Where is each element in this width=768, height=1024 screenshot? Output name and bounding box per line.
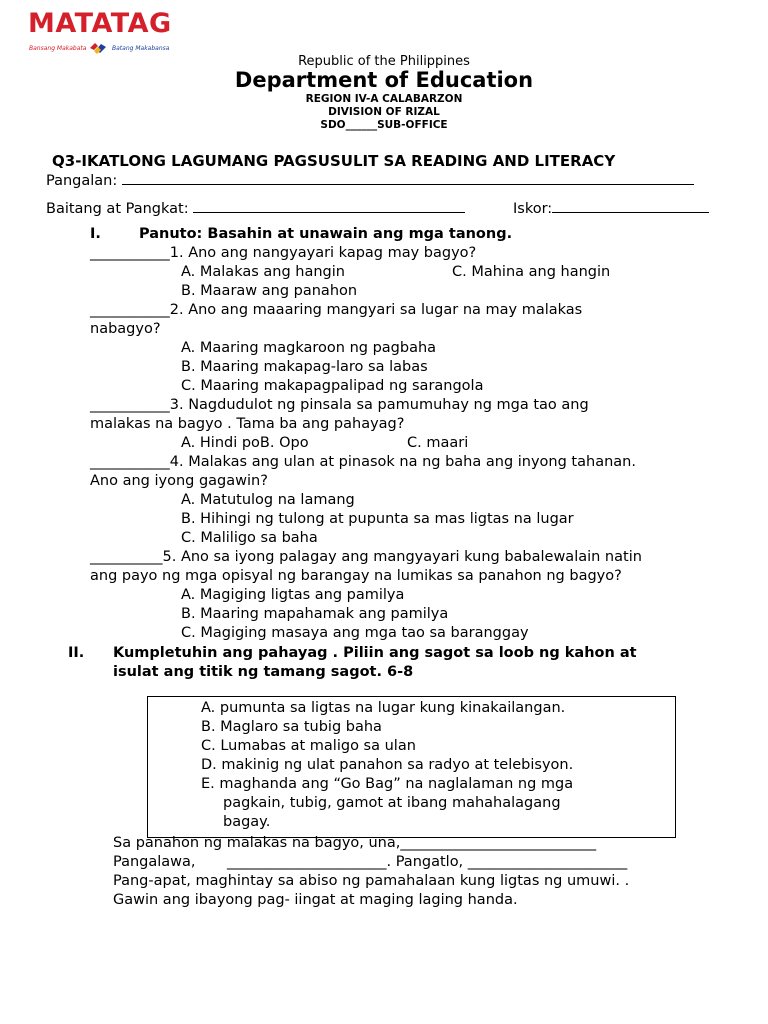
q5-option-b: B. Maaring mapahamak ang pamilya bbox=[181, 606, 449, 622]
part2-instruction-line2: isulat ang titik ng tamang sagot. 6-8 bbox=[113, 664, 414, 680]
choice-a: A. pumunta sa ligtas na lugar kung kinakailangan. bbox=[201, 700, 566, 716]
question-3-line1: ___________3. Nagdudulot ng pinsala sa pamumuhay ng mga tao ang bbox=[90, 397, 589, 413]
choice-e-line2: pagkain, tubig, gamot at ibang mahahalagang bbox=[223, 795, 561, 811]
question-3-line2: malakas na bagyo . Tama ba ang pahayag? bbox=[90, 416, 405, 432]
choice-e-line3: bagay. bbox=[223, 814, 271, 830]
question-2-line1: ___________2. Ano ang maaaring mangyari sa lugar na may malakas bbox=[90, 302, 583, 318]
heart-icon bbox=[88, 41, 108, 55]
baitang-label: Baitang at Pangkat: bbox=[46, 201, 189, 217]
statement-line4: Gawin ang ibayong pag- iingat at maging laging handa. bbox=[113, 892, 518, 908]
q4-option-a: A. Matutulog na lamang bbox=[181, 492, 355, 508]
pangalan-label: Pangalan: bbox=[46, 173, 118, 189]
q4-option-b: B. Hihingi ng tulong at pupunta sa mas ligtas na lugar bbox=[181, 511, 574, 527]
answer-blank[interactable]: ___________ bbox=[90, 245, 170, 261]
baitang-field bbox=[46, 200, 465, 217]
department-heading: Department of Education bbox=[234, 68, 534, 92]
logo-word: MATATAG bbox=[28, 8, 172, 39]
q2-option-c: C. Maaring makapagpalipad ng sarangola bbox=[181, 378, 484, 394]
statement-line2-blanks: ______________________. Pangatlo, ______________________ bbox=[227, 854, 628, 870]
q1-option-c: C. Mahina ang hangin bbox=[452, 264, 611, 280]
q3-option-ab: A. Hindi poB. Opo bbox=[181, 435, 309, 451]
question-1-text: 1. Ano ang nangyayari kapag may bagyo? bbox=[169, 245, 477, 261]
region-heading: REGION IV-A CALABARZON bbox=[305, 93, 463, 105]
iskor-field bbox=[513, 200, 709, 217]
question-4-line2: Ano ang iyong gagawin? bbox=[90, 473, 268, 489]
pangalan-field bbox=[46, 172, 694, 189]
q5-option-a: A. Magiging ligtas ang pamilya bbox=[181, 587, 405, 603]
question-1 bbox=[90, 245, 476, 261]
logo-tagline-left: Bansang Makabata bbox=[29, 45, 87, 52]
statement-line2-label: Pangalawa, bbox=[113, 854, 196, 870]
division-heading: DIVISION OF RIZAL bbox=[328, 106, 440, 118]
q4-option-c: C. Maliligo sa baha bbox=[181, 530, 318, 546]
choice-b: B. Maglaro sa tubig baha bbox=[201, 719, 382, 735]
q3-option-c: C. maari bbox=[407, 435, 469, 451]
question-2-line2: nabagyo? bbox=[90, 321, 161, 337]
part1-number: I. bbox=[90, 226, 101, 242]
iskor-input-line[interactable] bbox=[552, 200, 709, 213]
part1-instruction: Panuto: Basahin at unawain ang mga tanong. bbox=[139, 226, 513, 242]
logo-tagline-right: Batang Makabansa bbox=[112, 45, 170, 52]
part2-instruction-line1: Kumpletuhin ang pahayag . Piliin ang sagot sa loob ng kahon at bbox=[113, 645, 637, 661]
q2-option-b: B. Maaring makapag-laro sa labas bbox=[181, 359, 428, 375]
matatag-logo bbox=[28, 8, 188, 56]
part2-number: II. bbox=[68, 645, 85, 661]
sdo-heading: SDO______SUB-OFFICE bbox=[320, 119, 448, 131]
question-5-line1: __________5. Ano sa iyong palagay ang mangyayari kung babalewalain natin bbox=[90, 549, 642, 565]
iskor-label: Iskor: bbox=[513, 201, 553, 217]
q2-option-a: A. Maaring magkaroon ng pagbaha bbox=[181, 340, 437, 356]
republic-heading: Republic of the Philippines bbox=[298, 54, 470, 69]
q1-option-a: A. Malakas ang hangin bbox=[181, 264, 345, 280]
pangalan-input-line[interactable] bbox=[122, 172, 694, 185]
test-title: Q3-IKATLONG LAGUMANG PAGSUSULIT SA READING AND LITERACY bbox=[52, 152, 616, 170]
choice-d: D. makinig ng ulat panahon sa radyo at telebisyon. bbox=[201, 757, 574, 773]
baitang-input-line[interactable] bbox=[193, 200, 465, 213]
choice-c: C. Lumabas at maligo sa ulan bbox=[201, 738, 416, 754]
question-4-line1: ___________4. Malakas ang ulan at pinasok na ng baha ang inyong tahanan. bbox=[90, 454, 636, 470]
statement-line1: Sa panahon ng malakas na bagyo, una,___________________________ bbox=[113, 835, 597, 851]
choice-e-line1: E. maghanda ang “Go Bag” na naglalaman ng mga bbox=[201, 776, 574, 792]
q1-option-b: B. Maaraw ang panahon bbox=[181, 283, 358, 299]
statement-line3: Pang-apat, maghintay sa abiso ng pamahalaan kung ligtas ng umuwi. . bbox=[113, 873, 630, 889]
q5-option-c: C. Magiging masaya ang mga tao sa baranggay bbox=[181, 625, 529, 641]
question-5-line2: ang payo ng mga opisyal ng barangay na lumikas sa panahon ng bagyo? bbox=[90, 568, 622, 584]
